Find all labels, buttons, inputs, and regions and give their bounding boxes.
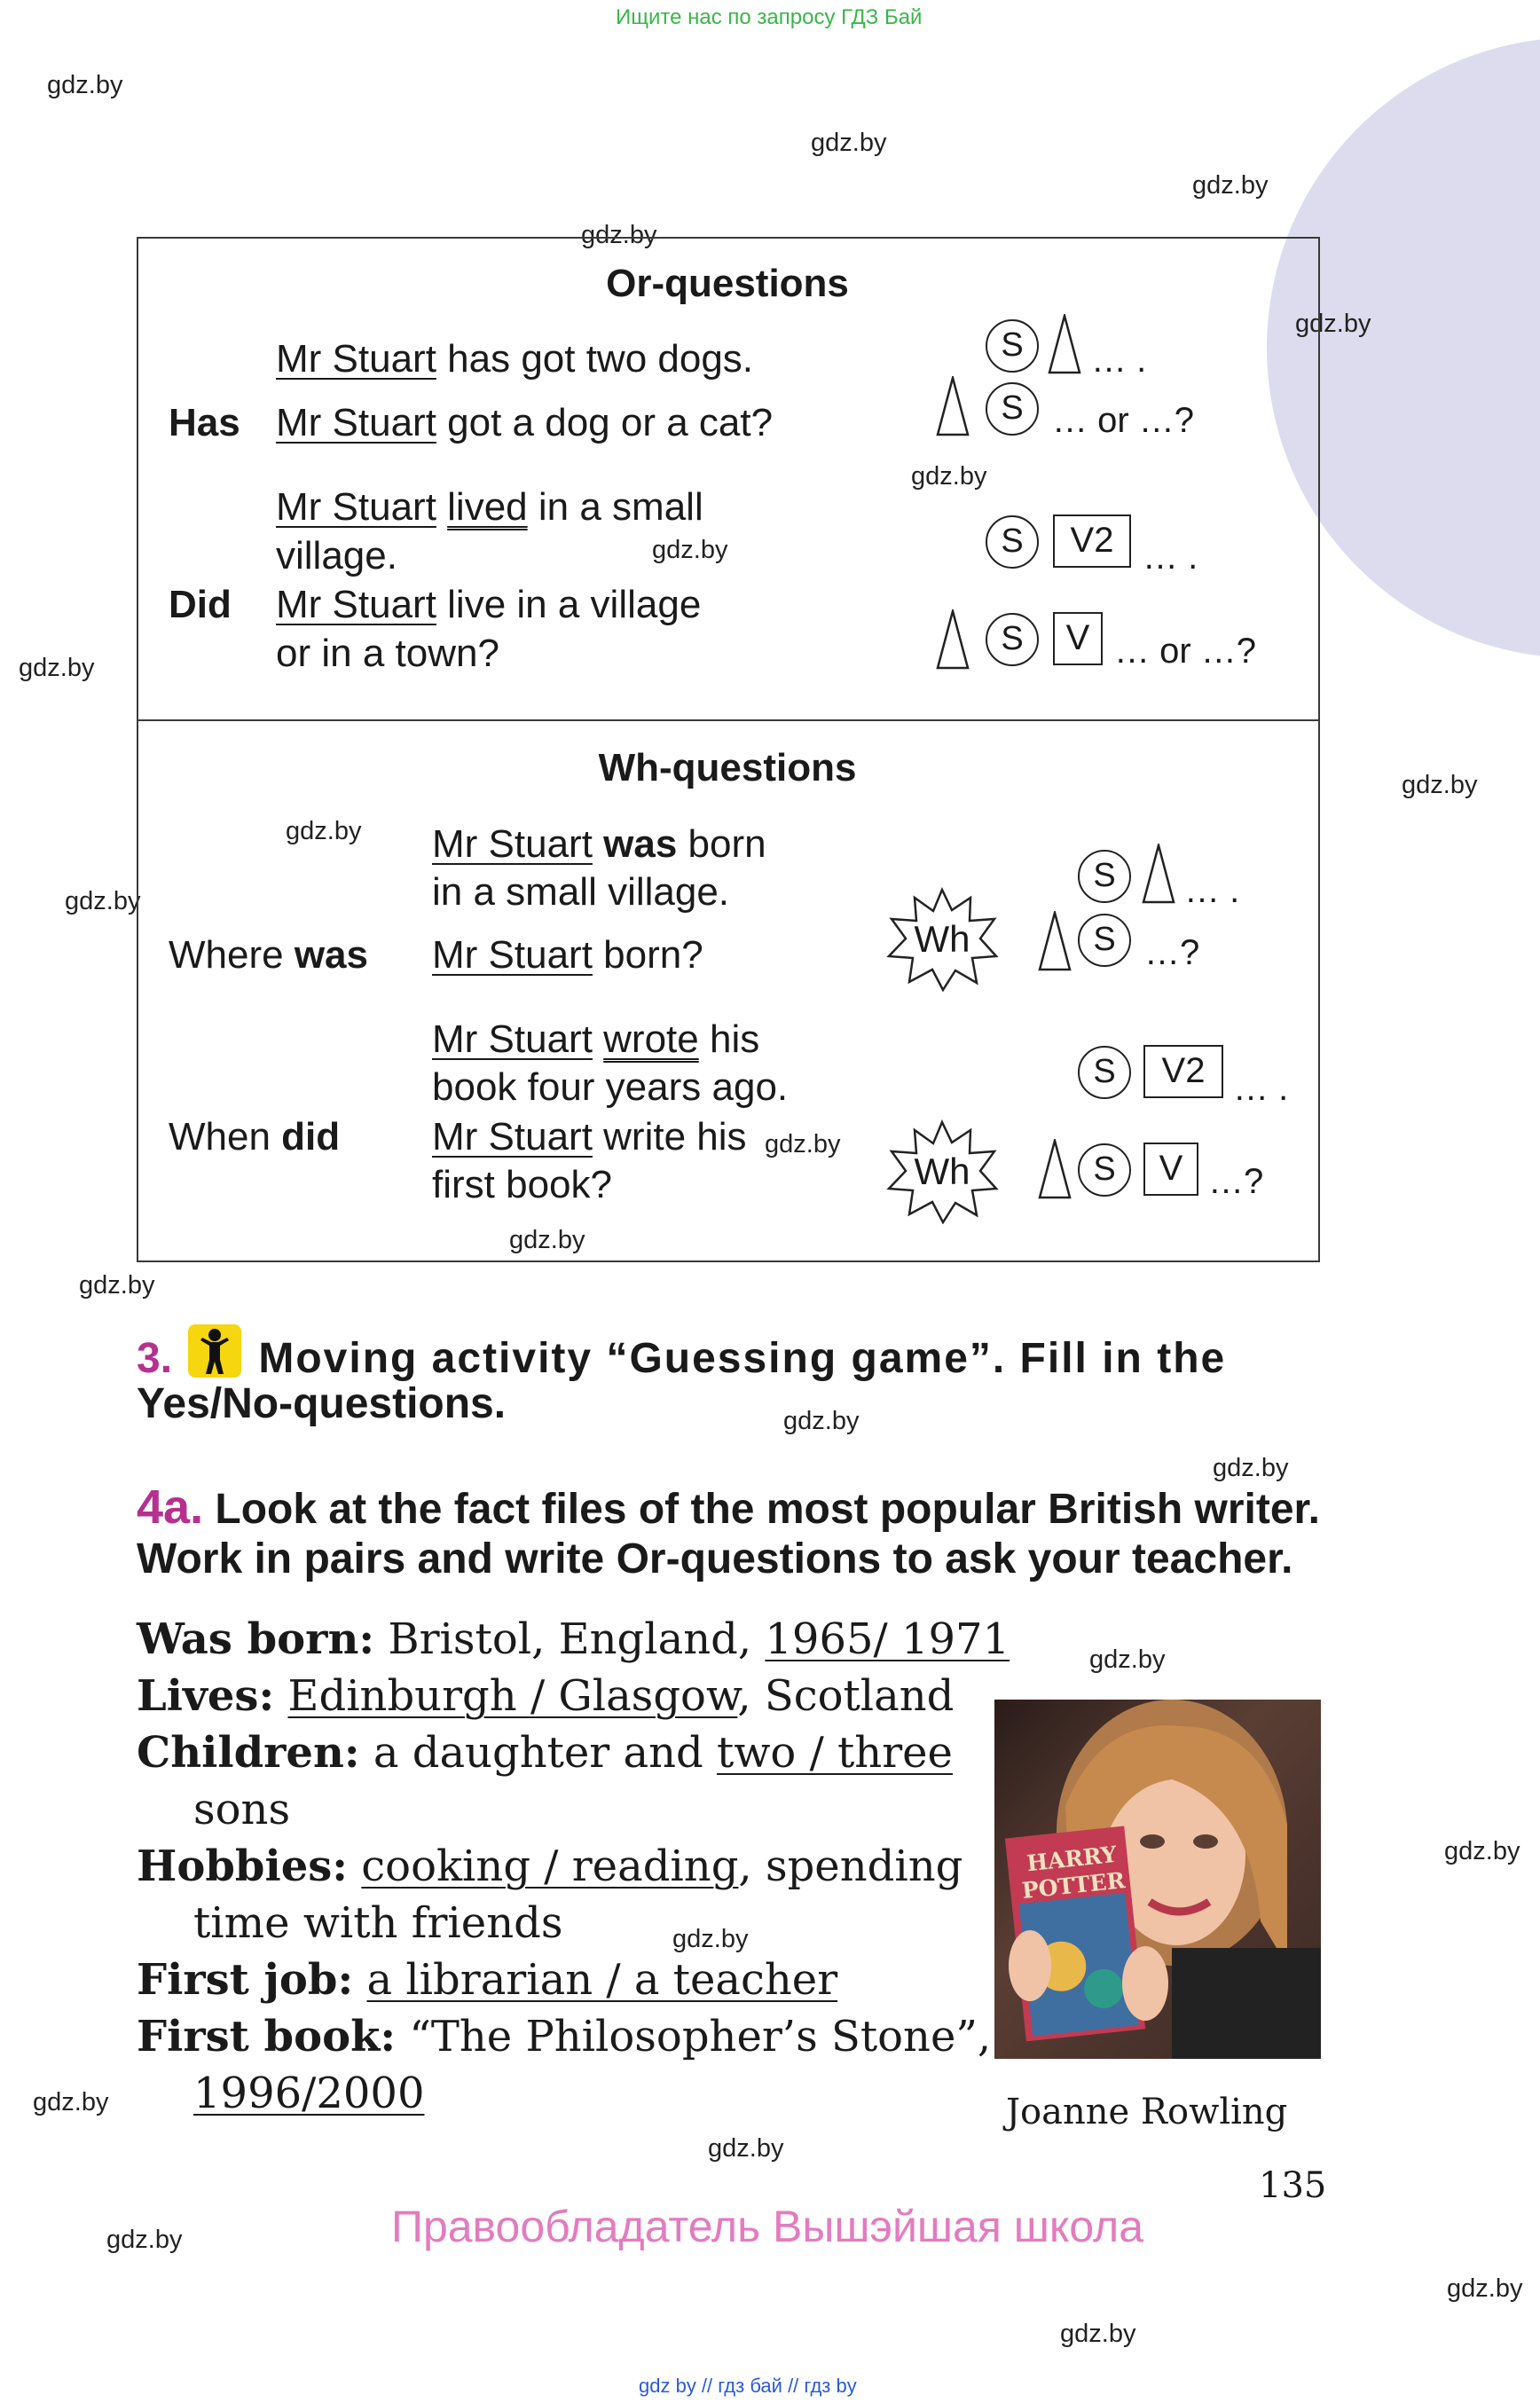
subject: Mr Stuart — [276, 583, 436, 626]
watermark: gdz.by — [581, 221, 657, 249]
auxiliary-triangle-icon — [936, 609, 970, 670]
wh-example-2 — [432, 933, 703, 978]
question-word: When — [169, 1115, 282, 1158]
subject-circle-icon: S — [986, 319, 1039, 373]
when-label — [169, 1115, 340, 1159]
fact-options: Edinburgh / Glasgow — [287, 1671, 738, 1721]
watermark: gdz.by — [65, 887, 141, 915]
fact-children — [137, 1728, 953, 1778]
book-title-line1: HARRY — [1025, 1841, 1119, 1877]
verb-v-box: V — [1053, 612, 1103, 665]
wh-example-4 — [432, 1115, 747, 1159]
fact-label: Was born: — [137, 1614, 375, 1664]
auxiliary-triangle-icon — [1038, 911, 1072, 971]
fact-label: First job: — [137, 1955, 354, 2005]
task-3 — [137, 1324, 1322, 1428]
watermark: gdz.by — [783, 1407, 860, 1435]
fact-text: Bristol, England, — [374, 1614, 766, 1664]
wh-example-4b: first book? — [432, 1163, 612, 1206]
table-divider — [137, 719, 1320, 721]
watermark: gdz.by — [33, 2088, 109, 2116]
has-label: Has — [169, 401, 240, 444]
dots-end: … . — [1184, 871, 1240, 910]
fact-options: 1965/ 1971 — [765, 1614, 1010, 1664]
or-example-2 — [276, 401, 773, 445]
example-text: got a dog or a cat? — [436, 401, 774, 444]
example-text: write his — [592, 1115, 747, 1158]
watermark: gdz.by — [1192, 171, 1269, 200]
copyright-notice: Правообладатель Вышэйшая школа — [391, 2202, 1143, 2251]
example-text: his — [698, 1017, 760, 1061]
or-questions-title: Or-questions — [606, 262, 849, 305]
subject-circle-icon: S — [1078, 850, 1131, 903]
dots-or-question: … or …? — [1052, 401, 1195, 440]
watermark: gdz.by — [1060, 2320, 1136, 2348]
auxiliary-word: was — [592, 822, 678, 866]
watermark: gdz.by — [286, 817, 362, 845]
fact-text: a daughter and — [359, 1728, 718, 1778]
verb: wrote — [603, 1017, 699, 1061]
photo-caption: Joanne Rowling — [1006, 2092, 1288, 2132]
fact-options: a librarian / a teacher — [366, 1955, 838, 2005]
footer-links: gdz by // гдз бай // гдз by — [639, 2375, 857, 2397]
fact-label: Children: — [137, 1728, 360, 1778]
watermark: gdz.by — [1447, 2274, 1523, 2303]
watermark: gdz.by — [106, 2226, 183, 2254]
fact-born — [137, 1614, 1010, 1664]
watermark: gdz.by — [1402, 771, 1478, 799]
verb-v2-box: V2 — [1143, 1045, 1223, 1098]
fact-children-cont: sons — [193, 1785, 291, 1834]
task-number: 3. — [137, 1335, 173, 1382]
subject-circle-icon: S — [986, 613, 1039, 666]
dots-question: …? — [1144, 933, 1200, 972]
auxiliary-triangle-icon — [1142, 844, 1175, 904]
wh-label: Wh — [914, 918, 970, 960]
fact-options: two / three — [717, 1728, 953, 1778]
dots-question: …? — [1208, 1162, 1264, 1201]
did-label: Did — [169, 583, 232, 626]
watermark: gdz.by — [79, 1271, 155, 1300]
fact-text: , spending — [738, 1842, 963, 1891]
fact-hobbies — [137, 1842, 962, 1891]
or-example-1 — [276, 337, 753, 381]
question-word: Where — [169, 933, 295, 977]
watermark: gdz.by — [708, 2134, 784, 2163]
fact-text: “The Philosopher’s Stone”, — [396, 2012, 992, 2061]
watermark: gdz.by — [811, 129, 887, 157]
watermark: gdz.by — [1213, 1454, 1289, 1482]
wh-questions-title: Wh-questions — [598, 746, 857, 789]
author-photo — [994, 1700, 1321, 2059]
where-label — [169, 933, 368, 978]
task-text: Yes/No-questions. — [137, 1380, 507, 1427]
wh-label: Wh — [914, 1150, 970, 1192]
wh-example-1b: in a small village. — [432, 870, 730, 914]
task-number: 4a. — [137, 1480, 204, 1534]
subject-circle-icon: S — [1078, 1143, 1131, 1197]
header-banner: Ищите нас по запросу ГДЗ Бай — [616, 5, 923, 29]
fact-text: , Scotland — [737, 1671, 955, 1721]
example-text: live in a village — [436, 583, 702, 626]
or-example-3 — [276, 485, 703, 530]
verb-v-box: V — [1143, 1143, 1198, 1196]
example-text: has got two dogs. — [436, 337, 754, 381]
subject-circle-icon: S — [1078, 914, 1131, 967]
auxiliary-word: did — [281, 1115, 341, 1158]
task-text: Look at the fact files of the most popular British writer. — [203, 1486, 1320, 1533]
subject: Mr Stuart — [432, 1017, 593, 1061]
subject: Mr Stuart — [276, 401, 436, 444]
watermark: gdz.by — [1444, 1837, 1520, 1865]
watermark: gdz.by — [765, 1130, 841, 1158]
example-text: in a small — [527, 485, 703, 529]
watermark: gdz.by — [509, 1226, 585, 1254]
subject-circle-icon: S — [1078, 1046, 1131, 1099]
verb-v2-box: V2 — [1053, 514, 1131, 568]
auxiliary-triangle-icon — [1038, 1139, 1072, 1199]
wh-example-3 — [432, 1017, 759, 1062]
watermark: gdz.by — [911, 462, 987, 491]
watermark: gdz.by — [19, 654, 95, 682]
wh-burst-icon — [884, 1119, 1000, 1224]
example-text: born — [677, 822, 766, 866]
fact-lives — [137, 1671, 954, 1721]
fact-label: Hobbies: — [137, 1842, 349, 1891]
fact-hobbies-cont: time with friends — [193, 1898, 563, 1948]
watermark: gdz.by — [47, 71, 123, 99]
or-example-3b: village. — [276, 534, 397, 577]
watermark: gdz.by — [672, 1925, 749, 1953]
verb: lived — [447, 485, 528, 529]
wh-example-3b: book four years ago. — [432, 1065, 789, 1109]
or-example-4 — [276, 583, 701, 627]
fact-first-job — [137, 1955, 837, 2005]
wh-example-1 — [432, 822, 766, 867]
subject: Mr Stuart — [276, 337, 436, 381]
auxiliary-triangle-icon — [936, 376, 970, 436]
book-title-line2: POTTER — [1020, 1867, 1127, 1904]
fact-label: Lives: — [137, 1671, 275, 1721]
auxiliary-word: was — [294, 933, 368, 977]
fact-first-book-cont — [193, 2069, 424, 2118]
subject-circle-icon: S — [986, 515, 1039, 569]
watermark: gdz.by — [1295, 310, 1371, 338]
wh-burst-icon — [884, 887, 1000, 992]
or-example-4b: or in a town? — [276, 632, 499, 675]
task-4a — [137, 1480, 1320, 1583]
watermark: gdz.by — [1089, 1645, 1166, 1674]
subject: Mr Stuart — [432, 933, 593, 977]
dots-end: … . — [1233, 1069, 1289, 1108]
fact-options: cooking / reading — [361, 1842, 739, 1891]
dots-end: … . — [1143, 538, 1198, 577]
page-number: 135 — [1259, 2165, 1327, 2206]
subject: Mr Stuart — [276, 485, 436, 529]
subject-circle-icon: S — [986, 382, 1039, 436]
task-text: Moving activity “Guessing game”. Fill in the — [245, 1335, 1227, 1382]
dots-end: … . — [1091, 341, 1147, 380]
auxiliary-triangle-icon — [1048, 314, 1081, 374]
example-text: born? — [592, 933, 703, 977]
dots-or-question: … or …? — [1114, 632, 1257, 671]
subject: Mr Stuart — [432, 822, 593, 866]
subject: Mr Stuart — [432, 1115, 593, 1158]
watermark: gdz.by — [652, 536, 728, 564]
fact-first-book — [137, 2012, 991, 2061]
fact-label: First book: — [137, 2012, 397, 2061]
moving-activity-icon — [188, 1324, 241, 1378]
task-text: Work in pairs and write Or-questions to ask your teacher. — [137, 1535, 1293, 1582]
fact-options: 1996/2000 — [193, 2069, 425, 2118]
